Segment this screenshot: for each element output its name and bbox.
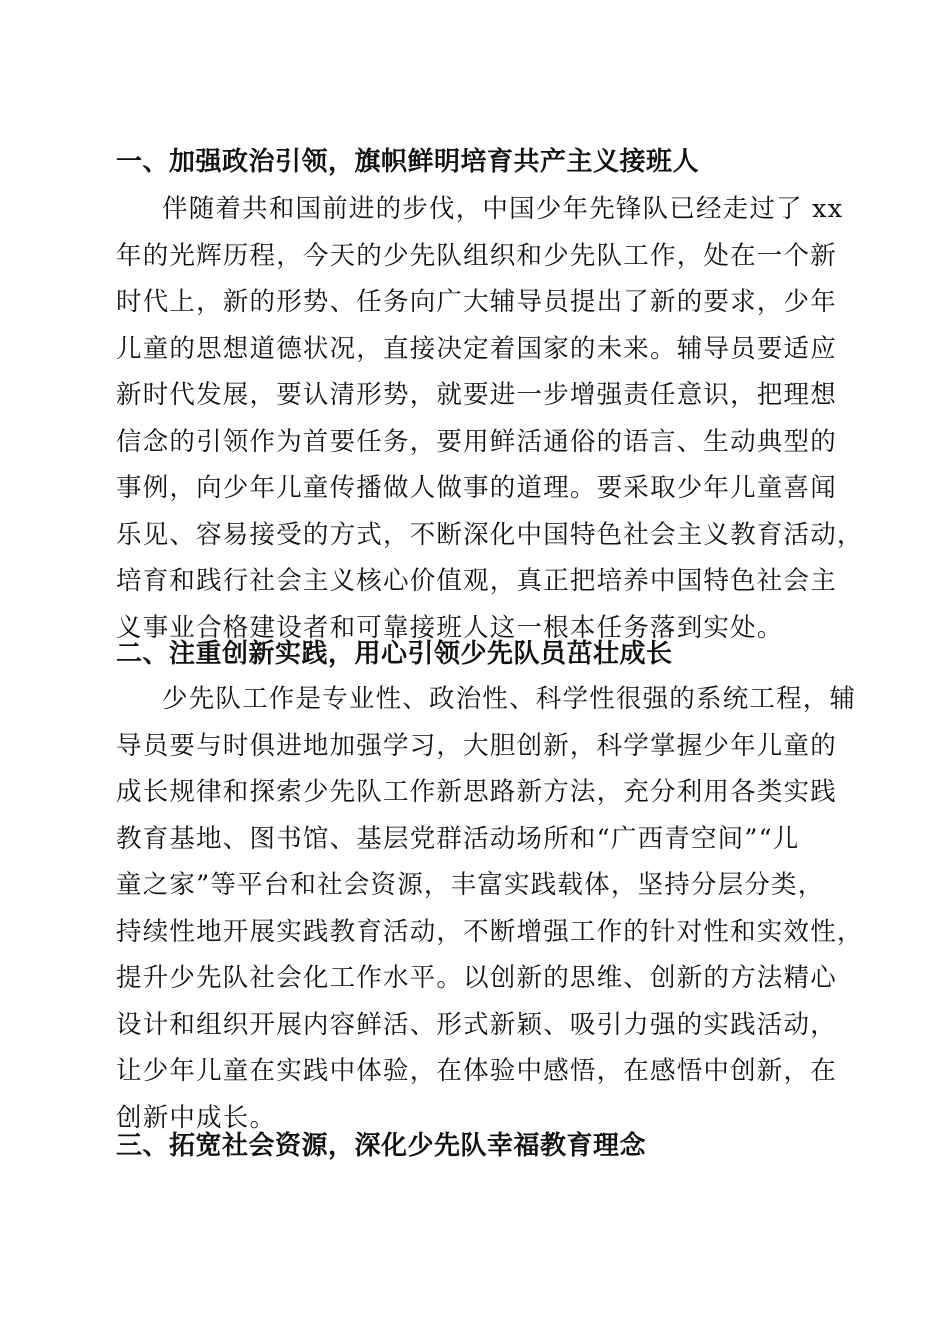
paragraph-line: 信念的引领作为首要任务，要用鲜活通俗的语言、生动典型的 — [116, 426, 837, 457]
paragraph-line: 导员要与时俱进地加强学习，大胆创新，科学掌握少年儿童的 — [116, 730, 837, 761]
paragraph-line: 事例，向少年儿童传播做人做事的道理。要采取少年儿童喜闻 — [116, 473, 837, 503]
section-2-paragraph — [116, 676, 864, 1141]
paragraph-line: 义事业合格建设者和可靠接班人这一根本任务落到实处。 — [116, 612, 784, 643]
paragraph-line: 创新中成长。 — [116, 1102, 277, 1133]
paragraph-line: 提升少先队社会化工作水平。以创新的思维、创新的方法精心 — [116, 963, 837, 993]
paragraph-line: 乐见、容易接受的方式，不断深化中国特色社会主义教育活动， — [116, 519, 864, 550]
paragraph-line: 培育和践行社会主义核心价值观，真正把培养中国特色社会主 — [116, 566, 837, 596]
paragraph-line: 时代上，新的形势、任务向广大辅导员提出了新的要求，少年 — [116, 287, 837, 317]
section-1-heading: 一、加强政治引领，旗帜鲜明培育共产主义接班人 — [116, 147, 700, 177]
paragraph-line: 成长规律和探索少先队工作新思路新方法，充分利用各类实践 — [116, 777, 837, 807]
section-3-heading: 三、拓宽社会资源，深化少先队幸福教育理念 — [116, 1131, 647, 1161]
section-1-paragraph — [116, 186, 864, 651]
paragraph-line: 伴随着共和国前进的步伐，中国少年先锋队已经走过了 xx — [162, 194, 844, 224]
paragraph-line: 少先队工作是专业性、政治性、科学性很强的系统工程，辅 — [162, 684, 857, 714]
paragraph-line: 新时代发展，要认清形势，就要进一步增强责任意识，把理想 — [116, 380, 837, 410]
paragraph-line: 童之家”等平台和社会资源，丰富实践载体，坚持分层分类， — [116, 870, 825, 900]
paragraph-line: 教育基地、图书馆、基层党群活动场所和“广西青空间”“儿 — [116, 823, 800, 854]
section-2-heading: 二、注重创新实践，用心引领少先队员茁壮成长 — [116, 639, 673, 669]
paragraph-line: 年的光辉历程，今天的少先队组织和少先队工作，处在一个新 — [116, 240, 837, 271]
paragraph-line: 让少年儿童在实践中体验，在体验中感悟，在感悟中创新，在 — [116, 1056, 837, 1086]
paragraph-line: 持续性地开展实践教育活动，不断增强工作的针对性和实效性， — [116, 916, 864, 947]
paragraph-line: 儿童的思想道德状况，直接决定着国家的未来。辅导员要适应 — [116, 333, 837, 364]
paragraph-line: 设计和组织开展内容鲜活、形式新颖、吸引力强的实践活动， — [116, 1009, 837, 1040]
